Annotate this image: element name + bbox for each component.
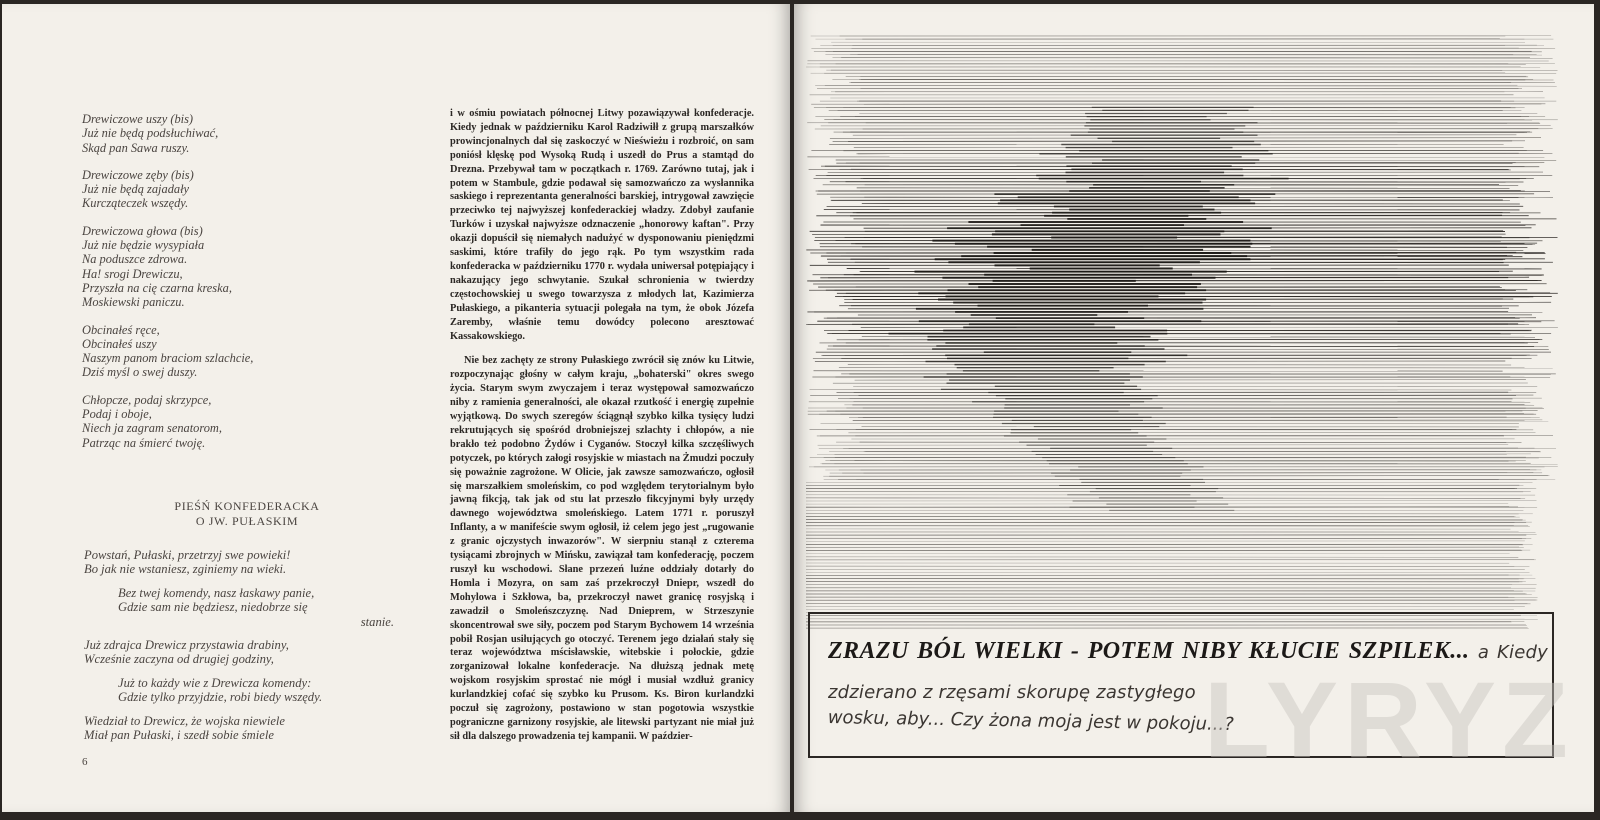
song-line: Powstań, Pułaski, przetrzyj swe powieki! (84, 548, 291, 562)
song-title (82, 499, 412, 528)
poem-stanza (82, 168, 412, 211)
poem-stanza (82, 224, 412, 310)
song-line: Już zdrajca Drewicz przystawia drabiny, (84, 638, 289, 653)
song-stanza (84, 548, 394, 577)
page-number: 6 (82, 756, 88, 768)
song-line: Wiedział to Drewicz, że wojska niewiele (84, 713, 286, 728)
etching-line (810, 389, 1512, 390)
song-line: stanie. (360, 614, 394, 629)
poem-line: Ha! srogi Drewiczu, (82, 266, 183, 281)
poem-line: Już nie będzie wysypiała (82, 238, 205, 253)
caption-handwritten-line-2: wosku, aby... Czy żona moja jest w pokoju...? (827, 706, 1234, 736)
poem-line: Patrząc na śmierć twoję. (82, 435, 206, 450)
song-line: Wcześnie zaczyna od drugiej godziny, (84, 652, 274, 667)
song-line: Miał pan Pułaski, i szedł sobie śmiele (84, 728, 274, 743)
etching-line (806, 67, 1521, 68)
poem-stanza (82, 393, 412, 450)
poem-line: Dziś myśl o swej duszy. (82, 365, 198, 380)
left-page (2, 4, 790, 812)
poem-line: Drewiczowe uszy (bis) (82, 112, 194, 126)
song-text (84, 548, 394, 751)
poem-line: Obcinałeś ręce, (82, 322, 160, 337)
etching-line (823, 476, 1549, 477)
song-stanza (84, 714, 394, 743)
song-line: Gdzie tylko przyjdzie, robi biedy wszędy. (118, 690, 323, 705)
song-line: Bez twej komendy, nasz łaskawy panie, (118, 585, 315, 600)
caption-box (808, 612, 1554, 758)
poem-line: Przyszła na cię czarna kreska, (82, 280, 232, 295)
poem-line: Moskiewski paniczu. (82, 295, 185, 310)
song-stanza (84, 676, 394, 705)
poem-line: Drewiczowe zęby (bis) (82, 167, 194, 182)
poem-stanza (82, 323, 412, 380)
poem-line: Chłopcze, podaj skrzypce, (82, 392, 212, 407)
etching-line (835, 454, 1531, 455)
etching-line (806, 557, 1518, 558)
line-etching-illustration (806, 34, 1558, 630)
song-stanza (84, 638, 394, 667)
prose-paragraph: Nie bez zachęty ze strony Pułaskiego zwrócił się znów ku Litwie, rozpoczynając głośny w całym kraju, „bohaterski" okres swego życia. Starym swym zwyczajem i teraz występował samozwańczo niby z ramienia generalności, ale okazał rzutkość i energię zupełnie wyjątkową. Do swych szeregów ściągnął szybko kilka tysięcy ludzi rekrutujących się spośród drobniejszej szlachty i chłopów, a nie brakło też podobno Żydów i Cyganów. Stoczył kilka szczęśliwych potyczek, po których załogi rosyjskie w miastach na Żmudzi poczuły się poważnie zagrożone. W Olicie, jak zawsze samozwańczo, ogłosił się marszałkiem smoleńskim, co pod względem terytorialnym było jawną fikcją, tak jak od stu lat przeszło fikcyjnymi były urzędy dawnego województwa smoleńskiego. Latem 1771 r. poruszył Inflanty, a w manifeście swym ogłosił, iż celem jego jest „rugowanie z granic ojczystych inwazorów". W sierpniu stanął z czterema tysiącami zbrojnych w Mińsku, zawiązał tam konfederację, poczem ruszył ku wschodowi. Słane przezeń luźne oddziały dotarły do Homla i Mozyra, on sam zaś przekroczył Dniepr, wszedł do Mohylowa i Szkłowa, ba, przekroczył nawet granicę rosyjską i zawadził o Smoleńszczyznę. Nad Dnieprem, w Strzeszynie skoncentrował swe siły, poczem pod Starym Bychowem 14 września pobił Rosjan usiłujących go otoczyć. Terenem jego działań stały się teraz województwa mścisławskie, witebskie i połockie, gdzie zorganizował lokalne konfederacje. Na dłuższą jednak metę wojskom rosyjskim sprostać nie mógł i musiał wzdłuż granicy kurlandzkiej cofać się szybko ku Prusom. Ks. Biron kurlandzki poczuł się zagrożony, postawiono w stan pogotowia wszystkie pograniczne garnizony rosyjskie, ale litewski partyzant nie miał już sił dla dalszego prowadzenia tej kampanii. W paździer- (450, 355, 754, 742)
poem-line: Już nie będą zajadały (82, 182, 190, 197)
etching-line (853, 386, 1537, 387)
poem-line: Niech ja zagram senatorom, (82, 421, 222, 436)
etching-line (806, 513, 1519, 514)
poem-line: Skąd pan Sawa ruszy. (82, 140, 190, 155)
poem-stanza (82, 112, 412, 155)
poem-line: Podaj i oboje, (82, 407, 152, 422)
song-line: Gdzie sam nie będziesz, niedobrze się (118, 600, 308, 615)
song-line: Bo jak nie wstaniesz, zginiemy na wieki. (84, 562, 287, 577)
prose-paragraph: i w ośmiu powiatach północnej Litwy pozawiązywał konfederacje. Kiedy jednak w październiku Karol Radziwiłł z grupą marszałków prowincjonalnych dał się zaskoczyć w Nieświeżu i rozbroić, on sam poniósł klęskę pod Wysoką Rudą i uszedł do Prus a stamtąd do Drezna. Przebywał tam w początkach r. 1769. Zarówno tutaj, jak i potem w Stambule, gdzie podawał się samozwańczo za wysłannika saskiego i reprezentanta generalności barskiej, intrygował zawzięcie przeciwko tej najwyższej konfederackiej władzy. Zdobył zaufanie Turków i uzyskał najwyższe odznaczenie „honorowy kaftan". Przy okazji dopuścił się niemałych nadużyć w dysponowaniu pieniędzmi saskimi, które trafiły do jego rąk. Po tym wszystkim rada konfederacka w październiku 1770 r. wydała uniwersał potępiający i nakazujący jego schwytanie. Szukał schronienia w twierdzy częstochowskiej u swego towarzysza z młodych lat, Kazimierza Pułaskiego, a pikanteria sytuacji polegała na tym, że obok Józefa Zaremby, właśnie temu dowódcy polecono aresztować Kassakowskiego. (450, 108, 754, 342)
etching-line (853, 420, 1543, 421)
poem-line: Już nie będą podsłuchiwać, (82, 126, 219, 141)
song-stanza (84, 586, 394, 629)
prose-column (450, 107, 754, 744)
watermark-logo: LYRYZ (1203, 659, 1574, 780)
poem-line: Drewiczowa głowa (bis) (82, 223, 203, 238)
etching-line (860, 442, 1522, 443)
etching-line (818, 445, 1509, 446)
poem-line: Kurcząteczek wszędy. (82, 196, 189, 211)
song-title-line: PIEŚŃ KONFEDERACKA (174, 499, 320, 513)
etching-line (854, 275, 1542, 276)
etching-line (825, 86, 1557, 87)
poem-line: Obcinałeś uszy (82, 336, 157, 351)
caption-printed (828, 632, 1548, 712)
song-title-line: O JW. PUŁASKIM (195, 513, 299, 528)
caption-printed-text: ZRAZU BÓL WIELKI - POTEM NIBY KŁUCIE SZPILEK... (828, 638, 1470, 664)
poem-line: Na poduszce zdrowa. (82, 252, 188, 267)
song-line: Już to każdy wie z Drewicza komendy: (118, 675, 312, 690)
poem-line: Naszym panom braciom szlachcie, (82, 351, 254, 366)
caption-handwritten-line-1: a Kiedy zdzierano z rzęsami skorupę zastygłego (828, 642, 1549, 703)
right-page (794, 4, 1594, 812)
poem-drewicz (82, 112, 412, 463)
